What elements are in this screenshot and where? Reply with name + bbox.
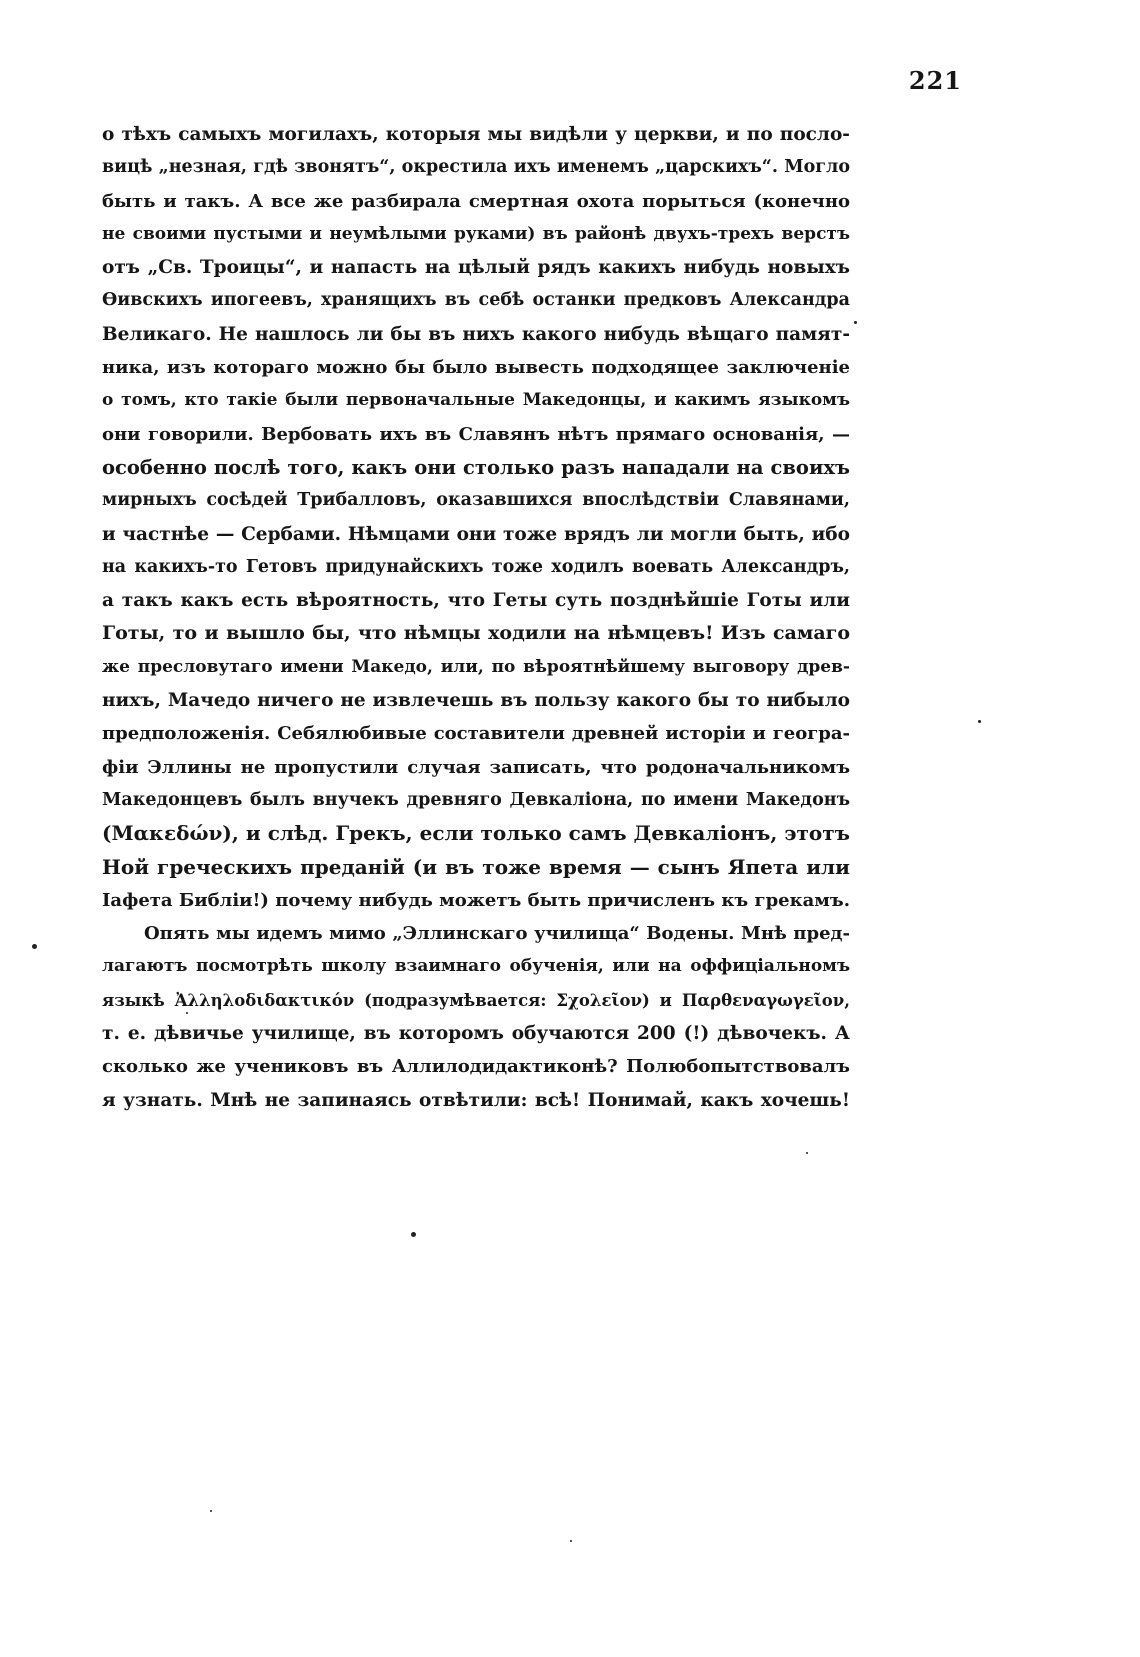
paragraph-start-line: Опять мы идемъ мимо „Эллинскаго училища“ Водены. Мнѣ пред- [144, 923, 850, 945]
text-line: Ѳивскихъ ипогеевъ, хранящихъ въ себѣ останки предковъ Александра [102, 290, 850, 311]
scan-speck [854, 321, 857, 324]
text-line: Готы, то и вышло бы, что нѣмцы ходили на нѣмцевъ! Изъ самаго [102, 622, 850, 645]
scan-speck [570, 1540, 572, 1542]
scan-speck [32, 944, 37, 949]
text-line: и частнѣе — Сербами. Нѣмцами они тоже врядъ ли могли быть, ибо [102, 523, 850, 545]
text-line: Великаго. Не нашлось ли бы въ нихъ какого нибудь вѣщаго памят- [102, 323, 850, 345]
text-line: а такъ какъ есть вѣроятность, что Геты суть позднѣйшіе Готы или [102, 590, 850, 612]
text-line: о томъ, кто такіе были первоначальные Македонцы, и какимъ языкомъ [102, 390, 850, 411]
text-line: Македонцевъ былъ внучекъ древняго Девкаліона, по имени Македонъ [102, 789, 850, 810]
text-line: они говорили. Вербовать ихъ въ Славянъ нѣтъ прямаго основанія, — [102, 423, 850, 445]
text-line: не своими пустыми и неумѣлыми руками) въ районѣ двухъ-трехъ верстъ [102, 223, 850, 244]
text-line: языкѣ Ἀλληλοδιδακτικόν (подразумѣвается: Σχολεῖον) и Παρθεναγωγεῖον, [102, 990, 850, 1010]
scan-speck [411, 1232, 416, 1237]
text-line: на какихъ-то Гетовъ придунайскихъ тоже ходилъ воевать Александръ, [102, 556, 850, 577]
text-line: предположенія. Себялюбивые составители древней исторіи и геогра- [102, 723, 850, 745]
page-number: 221 [908, 66, 962, 95]
text-line: особенно послѣ того, какъ они столько разъ нападали на своихъ [102, 455, 850, 479]
scan-speck [978, 720, 981, 723]
text-line: Іафета Библіи!) почему нибудь можетъ быть причисленъ къ грекамъ. [102, 889, 850, 911]
text-line: мирныхъ сосѣдей Трибалловъ, оказавшихся впослѣдствіи Славянами, [102, 490, 850, 511]
text-line: фіи Эллины не пропустили случая записать, что родоначальникомъ [102, 756, 850, 778]
scan-speck [210, 1510, 212, 1512]
text-line: вицѣ „незная, гдѣ звонятъ“, окрестила ихъ именемъ „царскихъ“. Могло [102, 157, 850, 178]
text-line: т. е. дѣвичье училище, въ которомъ обучаются 200 (!) дѣвочекъ. А [102, 1023, 850, 1045]
text-line: я узнать. Мнѣ не запинаясь отвѣтили: всѣ! Понимай, какъ хочешь! [102, 1089, 850, 1111]
text-line: лагаютъ посмотрѣть школу взаимнаго обученія, или на оффиціальномъ [102, 956, 850, 977]
text-line: быть и такъ. А все же разбирала смертная охота порыться (конечно [102, 190, 850, 212]
text-line: нихъ, Мачедо ничего не извлечешь въ пользу какого бы то нибыло [102, 690, 850, 712]
text-line: сколько же учениковъ въ Аллилодидактиконѣ? Полюбопытствовалъ [102, 1056, 850, 1078]
text-line: же пресловутаго имени Македо, или, по вѣроятнѣйшему выговору древ- [102, 656, 850, 677]
text-line: Ной греческихъ преданій (и въ тоже время — сынъ Япета или [102, 854, 850, 879]
text-line: о тѣхъ самыхъ могилахъ, которыя мы видѣли у церкви, и по посло- [102, 124, 850, 145]
scan-speck [806, 1152, 808, 1154]
text-line: ника, изъ котораго можно бы было вывесть подходящее заключеніе [102, 357, 850, 379]
scan-speck [186, 1012, 188, 1014]
text-line: (Μακεδών), и слѣд. Грекъ, если только самъ Девкаліонъ, этотъ [102, 821, 850, 846]
body-text [102, 118, 850, 1117]
text-line: отъ „Св. Троицы“, и напасть на цѣлый рядъ какихъ нибудь новыхъ [102, 257, 850, 279]
